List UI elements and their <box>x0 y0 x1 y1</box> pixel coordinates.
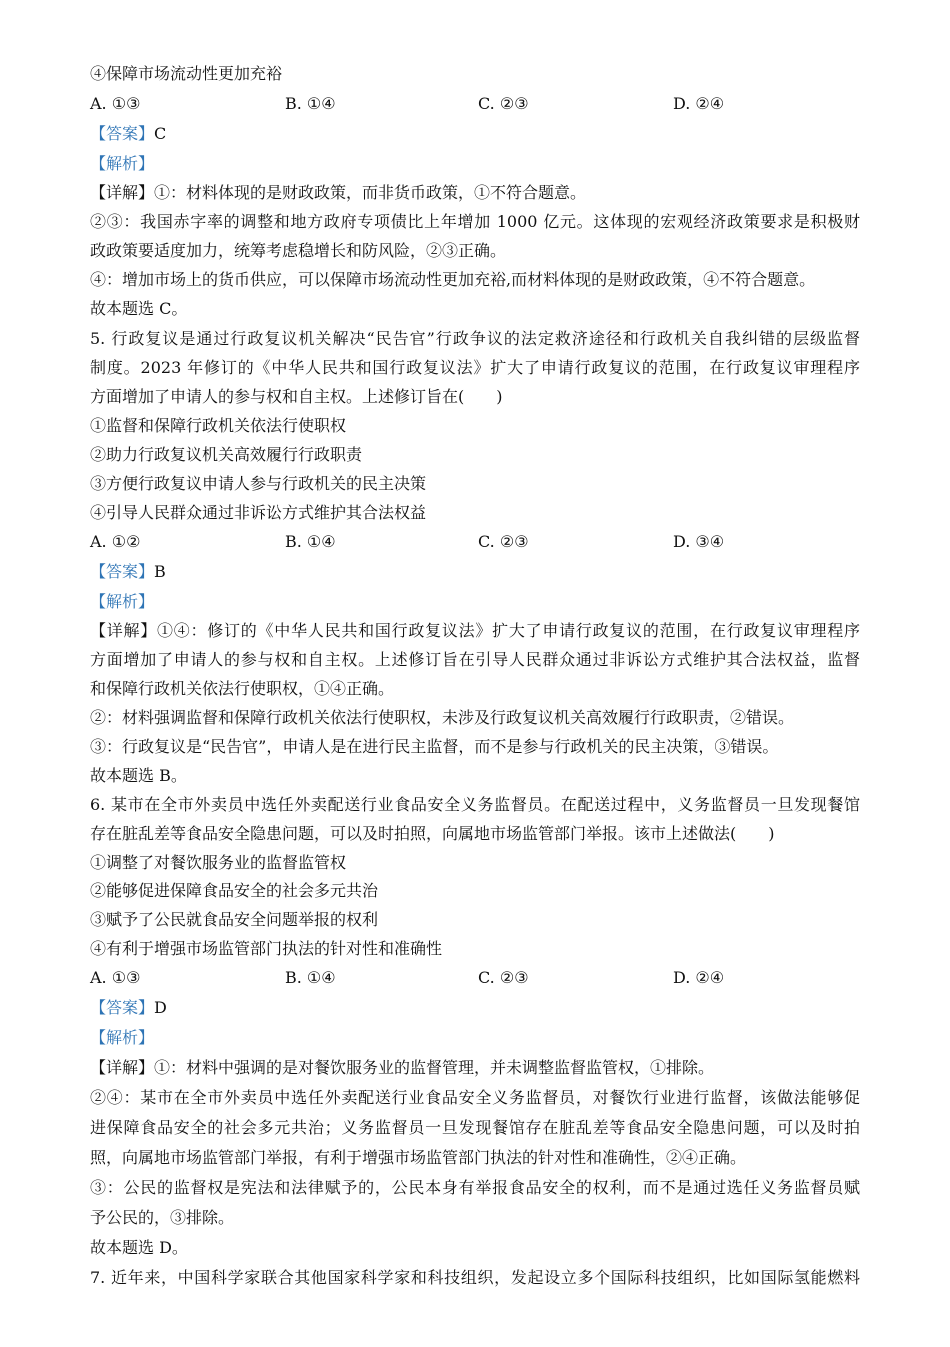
answer-label: 【答案】 <box>90 998 155 1017</box>
text-line: 故本题选 D。 <box>90 1238 188 1257</box>
text-line: ②：材料强调监督和保障行政机关依法行使职权，未涉及行政复议机关高效履行行政职责，②错误。 <box>90 708 795 727</box>
text-line: ①调整了对餐饮服务业的监督监管权 <box>90 853 347 872</box>
text-line: 存在脏乱差等食品安全隐患问题，可以及时拍照，向属地市场监管部门举报。该市上述做法( ) <box>90 824 775 843</box>
answer-line <box>90 560 860 584</box>
text-line: 【详解】①：材料中强调的是对餐饮服务业的监督管理，并未调整监督监管权，①排除。 <box>90 1058 715 1077</box>
answer-line <box>90 122 860 146</box>
option-c: C. ②③ <box>478 532 529 551</box>
text-line: ③：行政复议是“民告官”，申请人是在进行民主监督，而不是参与行政机关的民主决策，③错误。 <box>90 737 779 756</box>
text-line: ④有利于增强市场监管部门执法的针对性和准确性 <box>90 939 443 958</box>
text-line: 7. 近年来，中国科学家联合其他国家科学家和科技组织，发起设立多个国际科技组织，比如国际氢能燃料 <box>90 1268 860 1287</box>
text-line: 政政策要适度加力，统筹考虑稳增长和防风险，②③正确。 <box>90 241 507 260</box>
text-line: ④引导人民群众通过非诉讼方式维护其合法权益 <box>90 503 427 522</box>
answer-options <box>90 530 860 554</box>
text-line: ④保障市场流动性更加充裕 <box>90 64 283 83</box>
text-line: ②③：我国赤字率的调整和地方政府专项债比上年增加 1000 亿元。这体现的宏观经济政策要求是积极财 <box>90 212 860 231</box>
text-line: ②能够促进保障食品安全的社会多元共治 <box>90 881 379 900</box>
option-d: D. ②④ <box>673 94 725 113</box>
option-a: A. ①③ <box>90 968 141 987</box>
option-a: A. ①② <box>90 532 141 551</box>
text-line: 5. 行政复议是通过行政复议机关解决“民告官”行政争议的法定救济途径和行政机关自我纠错的层级监督 <box>90 329 860 348</box>
option-a: A. ①③ <box>90 94 141 113</box>
text-line: ②助力行政复议机关高效履行行政职责 <box>90 445 363 464</box>
answer-value: C <box>154 124 167 143</box>
text-line: 照，向属地市场监管部门举报，有利于增强市场监管部门执法的针对性和准确性，②④正确。 <box>90 1148 747 1167</box>
analysis-label: 【解析】 <box>90 154 155 173</box>
answer-options <box>90 966 860 990</box>
answer-line <box>90 996 860 1020</box>
answer-options <box>90 92 860 116</box>
option-b: B. ①④ <box>285 968 336 987</box>
text-line: 方面增加了申请人的参与权和自主权。上述修订旨在( ) <box>90 387 503 406</box>
text-line: 进保障食品安全的社会多元共治；义务监督员一旦发现餐馆存在脏乱差等食品安全隐患问题，可以及时拍 <box>90 1118 860 1137</box>
text-line: 予公民的，③排除。 <box>90 1208 235 1227</box>
text-line: 故本题选 C。 <box>90 299 188 318</box>
text-line: ③：公民的监督权是宪法和法律赋予的，公民本身有举报食品安全的权利，而不是通过选任义务监督员赋 <box>90 1178 860 1197</box>
text-line: ④：增加市场上的货币供应，可以保障市场流动性更加充裕,而材料体现的是财政政策，④不符合题意。 <box>90 270 816 289</box>
answer-value: B <box>154 562 166 581</box>
text-line: ③方便行政复议申请人参与行政机关的民主决策 <box>90 474 427 493</box>
answer-label: 【答案】 <box>90 562 155 581</box>
text-line: 和保障行政机关依法行使职权，①④正确。 <box>90 679 395 698</box>
analysis-label: 【解析】 <box>90 1028 155 1047</box>
text-line: 【详解】①④：修订的《中华人民共和国行政复议法》扩大了申请行政复议的范围，在行政复议审理程序 <box>90 621 860 640</box>
analysis-label: 【解析】 <box>90 592 155 611</box>
option-c: C. ②③ <box>478 94 529 113</box>
text-line: 方面增加了申请人的参与权和自主权。上述修订旨在引导人民群众通过非诉讼方式维护其合法权益，监督 <box>90 650 860 669</box>
text-line: 故本题选 B。 <box>90 766 187 785</box>
text-line: 制度。2023 年修订的《中华人民共和国行政复议法》扩大了申请行政复议的范围，在行政复议审理程序 <box>90 358 860 377</box>
answer-value: D <box>154 998 167 1017</box>
text-line: ②④：某市在全市外卖员中选任外卖配送行业食品安全义务监督员，对餐饮行业进行监督，该做法能够促 <box>90 1088 860 1107</box>
option-b: B. ①④ <box>285 94 336 113</box>
answer-label: 【答案】 <box>90 124 155 143</box>
text-line: ③赋予了公民就食品安全问题举报的权利 <box>90 910 379 929</box>
option-d: D. ③④ <box>673 532 725 551</box>
option-c: C. ②③ <box>478 968 529 987</box>
text-line: 【详解】①：材料体现的是财政政策，而非货币政策，①不符合题意。 <box>90 183 587 202</box>
text-line: 6. 某市在全市外卖员中选任外卖配送行业食品安全义务监督员。在配送过程中，义务监督员一旦发现餐馆 <box>90 795 860 814</box>
option-b: B. ①④ <box>285 532 336 551</box>
text-line: ①监督和保障行政机关依法行使职权 <box>90 416 347 435</box>
option-d: D. ②④ <box>673 968 725 987</box>
